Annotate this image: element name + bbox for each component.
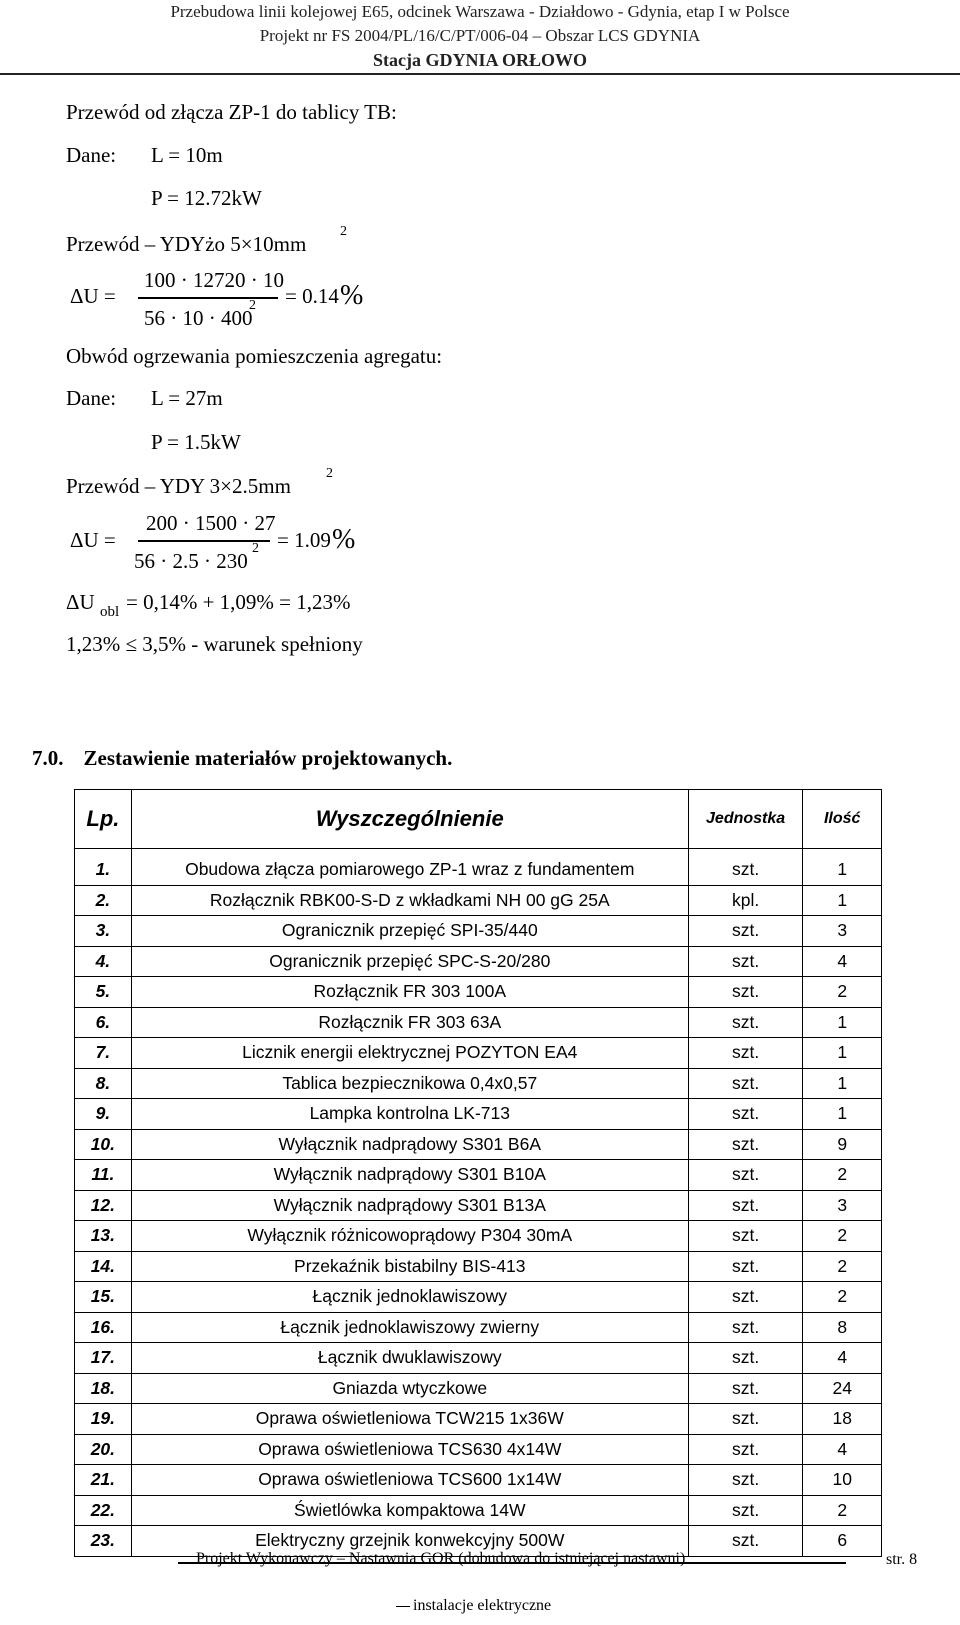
calc1-cable-sup: 2 bbox=[340, 224, 347, 239]
row-unit: szt. bbox=[688, 1343, 803, 1374]
row-lp: 9. bbox=[75, 1099, 132, 1130]
calc1-title: Przewód od złącza ZP-1 do tablicy TB: bbox=[66, 100, 397, 124]
row-lp: 15. bbox=[75, 1282, 132, 1313]
row-description: Ogranicznik przepięć SPI-35/440 bbox=[131, 916, 688, 947]
calc1-numerator: 100 · 12720 · 10 bbox=[144, 268, 284, 292]
calc2-length: L = 27m bbox=[151, 386, 223, 410]
row-unit: szt. bbox=[688, 1526, 803, 1557]
table-row bbox=[75, 885, 882, 916]
row-unit: szt. bbox=[688, 1129, 803, 1160]
row-lp: 17. bbox=[75, 1343, 132, 1374]
header-divider bbox=[0, 73, 960, 75]
header-quantity: Ilość bbox=[803, 790, 882, 849]
row-quantity: 2 bbox=[803, 1251, 882, 1282]
row-quantity: 8 bbox=[803, 1312, 882, 1343]
header-description: Wyszczególnienie bbox=[131, 790, 688, 849]
row-quantity: 2 bbox=[803, 1282, 882, 1313]
row-unit: szt. bbox=[688, 1160, 803, 1191]
row-unit: szt. bbox=[688, 1099, 803, 1130]
header-lp: Lp. bbox=[75, 790, 132, 849]
header-unit: Jednostka bbox=[688, 790, 803, 849]
row-unit: szt. bbox=[688, 946, 803, 977]
row-description: Rozłącznik RBK00-S-D z wkładkami NH 00 gG 25A bbox=[131, 885, 688, 916]
calc2-denominator: 56 · 2.5 · 230 bbox=[134, 549, 248, 573]
section-heading bbox=[32, 746, 472, 771]
row-description: Rozłącznik FR 303 63A bbox=[131, 1007, 688, 1038]
table-row bbox=[75, 1495, 882, 1526]
row-lp: 16. bbox=[75, 1312, 132, 1343]
row-description: Rozłącznik FR 303 100A bbox=[131, 977, 688, 1008]
calc1-delta-u: ΔU = bbox=[70, 284, 116, 308]
calc2-dane-label: Dane: bbox=[66, 386, 117, 410]
table-row bbox=[75, 1465, 882, 1496]
row-lp: 1. bbox=[75, 849, 132, 886]
row-description: Łącznik dwuklawiszowy bbox=[131, 1343, 688, 1374]
row-lp: 18. bbox=[75, 1373, 132, 1404]
calc2-power: P = 1.5kW bbox=[151, 430, 241, 454]
row-quantity: 1 bbox=[803, 885, 882, 916]
row-description: Wyłącznik nadprądowy S301 B13A bbox=[131, 1190, 688, 1221]
table-row bbox=[75, 1343, 882, 1374]
row-unit: szt. bbox=[688, 1190, 803, 1221]
row-description: Licznik energii elektrycznej POZYTON EA4 bbox=[131, 1038, 688, 1069]
row-description: Lampka kontrolna LK-713 bbox=[131, 1099, 688, 1130]
section-number: 7.0. bbox=[32, 746, 64, 770]
row-quantity: 1 bbox=[803, 1038, 882, 1069]
header-station: Stacja GDYNIA ORŁOWO bbox=[372, 50, 587, 70]
summary-check: 1,23% ≤ 3,5% - warunek spełniony bbox=[66, 632, 363, 656]
row-unit: szt. bbox=[688, 1068, 803, 1099]
table-row bbox=[75, 1251, 882, 1282]
table-row bbox=[75, 1221, 882, 1252]
row-lp: 21. bbox=[75, 1465, 132, 1496]
materials-table bbox=[74, 789, 882, 1557]
row-unit: szt. bbox=[688, 1404, 803, 1435]
footer-discipline: instalacje elektryczne bbox=[396, 1597, 551, 1615]
table-row bbox=[75, 1404, 882, 1435]
row-description: Oprawa oświetleniowa TCS600 1x14W bbox=[131, 1465, 688, 1496]
table-row bbox=[75, 849, 882, 886]
table-row bbox=[75, 1160, 882, 1191]
row-description: Oprawa oświetleniowa TCW215 1x36W bbox=[131, 1404, 688, 1435]
row-description: Obudowa złącza pomiarowego ZP-1 wraz z fundamentem bbox=[131, 849, 688, 886]
calc2-fraction-bar bbox=[138, 540, 270, 542]
row-lp: 11. bbox=[75, 1160, 132, 1191]
table-row bbox=[75, 1038, 882, 1069]
calc1-cable: Przewód – YDYżo 5×10mm bbox=[66, 232, 307, 256]
calc1-denominator: 56 · 10 · 400 bbox=[144, 306, 253, 330]
calc1-dane-label: Dane: bbox=[66, 143, 117, 167]
row-quantity: 18 bbox=[803, 1404, 882, 1435]
calc2-delta-u: ΔU = bbox=[70, 528, 116, 552]
row-quantity: 4 bbox=[803, 1343, 882, 1374]
calc1-percent: % bbox=[340, 280, 364, 311]
row-description: Wyłącznik nadprądowy S301 B10A bbox=[131, 1160, 688, 1191]
table-row bbox=[75, 916, 882, 947]
row-lp: 13. bbox=[75, 1221, 132, 1252]
table-row bbox=[75, 1068, 882, 1099]
row-unit: szt. bbox=[688, 916, 803, 947]
calc1-fraction-bar bbox=[138, 297, 278, 299]
row-unit: szt. bbox=[688, 1312, 803, 1343]
row-quantity: 24 bbox=[803, 1373, 882, 1404]
row-unit: szt. bbox=[688, 1373, 803, 1404]
calc2-cable-sup: 2 bbox=[326, 466, 333, 481]
table-row bbox=[75, 1190, 882, 1221]
summary-du-label: ΔU bbox=[66, 590, 95, 614]
calc1-power: P = 12.72kW bbox=[151, 186, 262, 210]
row-lp: 6. bbox=[75, 1007, 132, 1038]
row-description: Przekaźnik bistabilny BIS-413 bbox=[131, 1251, 688, 1282]
row-lp: 8. bbox=[75, 1068, 132, 1099]
row-unit: szt. bbox=[688, 1495, 803, 1526]
row-lp: 7. bbox=[75, 1038, 132, 1069]
table-row bbox=[75, 1434, 882, 1465]
table-row bbox=[75, 1007, 882, 1038]
row-description: Gniazda wtyczkowe bbox=[131, 1373, 688, 1404]
row-quantity: 1 bbox=[803, 1099, 882, 1130]
calc2-title: Obwód ogrzewania pomieszczenia agregatu: bbox=[66, 344, 443, 368]
summary-du-value: = 0,14% + 1,09% = 1,23% bbox=[126, 590, 351, 614]
row-description: Tablica bezpiecznikowa 0,4x0,57 bbox=[131, 1068, 688, 1099]
table-row bbox=[75, 1129, 882, 1160]
row-lp: 23. bbox=[75, 1526, 132, 1557]
row-description: Wyłącznik nadprądowy S301 B6A bbox=[131, 1129, 688, 1160]
row-lp: 12. bbox=[75, 1190, 132, 1221]
row-quantity: 2 bbox=[803, 1495, 882, 1526]
row-quantity: 6 bbox=[803, 1526, 882, 1557]
table-body bbox=[75, 849, 882, 1557]
table-row bbox=[75, 1282, 882, 1313]
row-unit: szt. bbox=[688, 1465, 803, 1496]
header-project-line: Przebudowa linii kolejowej E65, odcinek Warszawa - Działdowo - Gdynia, etap I w Polsce bbox=[170, 2, 790, 21]
table-row bbox=[75, 1099, 882, 1130]
row-quantity: 4 bbox=[803, 1434, 882, 1465]
section-title: Zestawienie materiałów projektowanych. bbox=[83, 746, 453, 770]
row-quantity: 1 bbox=[803, 1007, 882, 1038]
header-project-number: Projekt nr FS 2004/PL/16/C/PT/006-04 – Obszar LCS GDYNIA bbox=[259, 26, 701, 45]
row-description: Świetlówka kompaktowa 14W bbox=[131, 1495, 688, 1526]
row-lp: 5. bbox=[75, 977, 132, 1008]
calc2-den-sup: 2 bbox=[252, 541, 259, 556]
calc2-numerator: 200 · 1500 · 27 bbox=[146, 511, 276, 535]
page-number: str. 8 bbox=[886, 1551, 918, 1568]
summary-du-sub: obl bbox=[100, 604, 120, 620]
row-quantity: 3 bbox=[803, 1190, 882, 1221]
calc2-result: = 1.09 bbox=[277, 528, 331, 552]
row-quantity: 2 bbox=[803, 1221, 882, 1252]
row-lp: 20. bbox=[75, 1434, 132, 1465]
table-row bbox=[75, 946, 882, 977]
row-unit: szt. bbox=[688, 1007, 803, 1038]
row-lp: 10. bbox=[75, 1129, 132, 1160]
footer-project-line: Projekt Wykonawczy – Nastawnia GOR (dobudowa do istniejącej nastawni) bbox=[196, 1550, 686, 1567]
calc1-den-sup: 2 bbox=[249, 298, 256, 313]
row-lp: 14. bbox=[75, 1251, 132, 1282]
row-quantity: 10 bbox=[803, 1465, 882, 1496]
row-unit: szt. bbox=[688, 1221, 803, 1252]
table-row bbox=[75, 977, 882, 1008]
calc2-cable: Przewód – YDY 3×2.5mm bbox=[66, 474, 291, 498]
row-unit: szt. bbox=[688, 1282, 803, 1313]
row-unit: szt. bbox=[688, 1251, 803, 1282]
row-description: Oprawa oświetleniowa TCS630 4x14W bbox=[131, 1434, 688, 1465]
row-unit: kpl. bbox=[688, 885, 803, 916]
row-unit: szt. bbox=[688, 1038, 803, 1069]
row-lp: 19. bbox=[75, 1404, 132, 1435]
row-quantity: 3 bbox=[803, 916, 882, 947]
row-lp: 2. bbox=[75, 885, 132, 916]
calc1-length: L = 10m bbox=[151, 143, 223, 167]
row-description: Łącznik jednoklawiszowy bbox=[131, 1282, 688, 1313]
row-description: Łącznik jednoklawiszowy zwierny bbox=[131, 1312, 688, 1343]
row-quantity: 2 bbox=[803, 977, 882, 1008]
row-lp: 3. bbox=[75, 916, 132, 947]
row-description: Wyłącznik różnicowoprądowy P304 30mA bbox=[131, 1221, 688, 1252]
calc2-percent: % bbox=[332, 524, 356, 555]
row-description: Ogranicznik przepięć SPC-S-20/280 bbox=[131, 946, 688, 977]
row-lp: 22. bbox=[75, 1495, 132, 1526]
row-quantity: 1 bbox=[803, 1068, 882, 1099]
calc1-result: = 0.14 bbox=[285, 284, 339, 308]
row-quantity: 9 bbox=[803, 1129, 882, 1160]
row-lp: 4. bbox=[75, 946, 132, 977]
table-header-row bbox=[75, 790, 882, 849]
table-row bbox=[75, 1373, 882, 1404]
row-unit: szt. bbox=[688, 1434, 803, 1465]
row-unit: szt. bbox=[688, 849, 803, 886]
row-quantity: 4 bbox=[803, 946, 882, 977]
row-quantity: 2 bbox=[803, 1160, 882, 1191]
row-quantity: 1 bbox=[803, 849, 882, 886]
table-row bbox=[75, 1312, 882, 1343]
row-unit: szt. bbox=[688, 977, 803, 1008]
row-description: Elektryczny grzejnik konwekcyjny 500W bbox=[131, 1526, 688, 1557]
